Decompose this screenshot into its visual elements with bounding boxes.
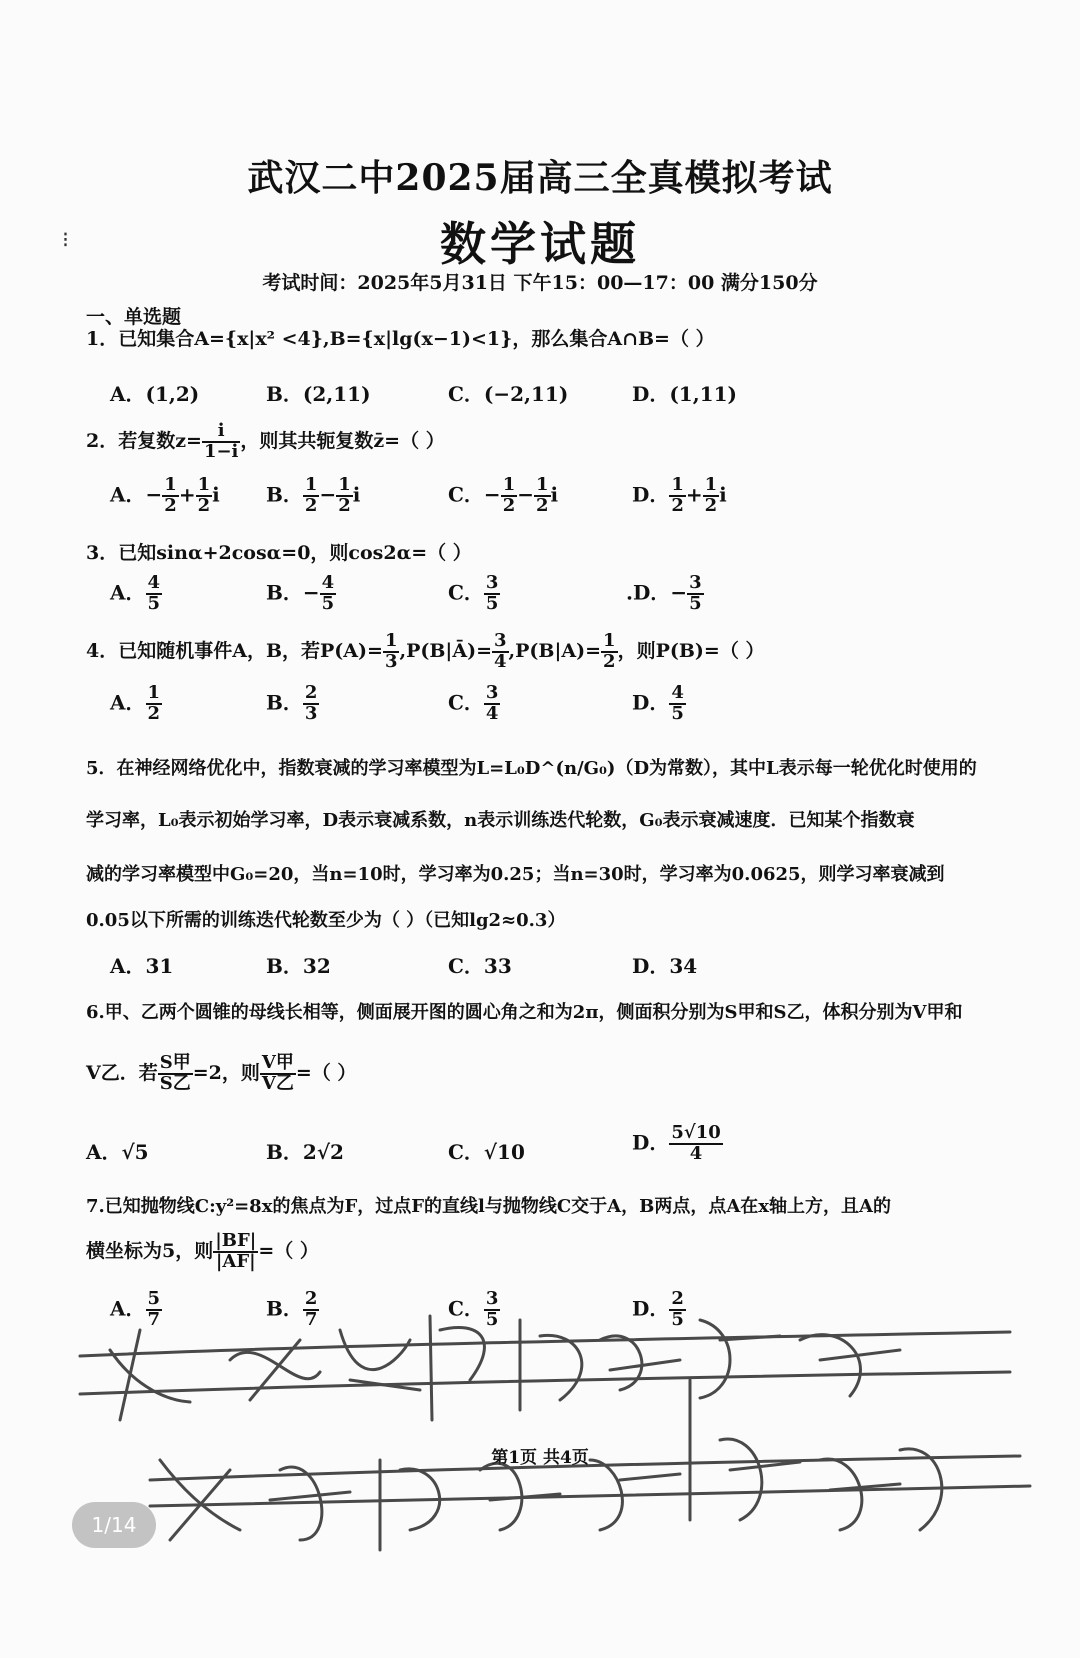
- question-1-stem: 1．已知集合A={x|x² <4},B={x|lg(x−1)<1}，那么集合A∩B=（ ）: [86, 328, 715, 350]
- denominator: 2: [147, 702, 161, 724]
- numerator: 3: [485, 1288, 499, 1309]
- numerator: 3: [494, 630, 507, 651]
- question-7-line-1: 7.已知抛物线C:y²=8x的焦点为F，过点F的直线l与抛物线C交于A，B两点，点A在x轴上方，且A的: [86, 1196, 892, 1217]
- exam-info: 考试时间：2025年5月31日 下午15：00—17：00 满分150分: [262, 272, 818, 294]
- stem-part: V乙．若: [86, 1061, 158, 1084]
- numerator: 4: [671, 682, 684, 703]
- denominator: 7: [304, 1308, 318, 1330]
- denominator: 5: [485, 1308, 499, 1330]
- option-operator: +: [685, 482, 703, 507]
- numerator: 1: [384, 630, 398, 651]
- denominator: 2: [338, 494, 351, 516]
- option-unit: i: [352, 482, 361, 507]
- option-label: C．: [448, 690, 484, 715]
- denominator: 2: [603, 650, 616, 672]
- stem-part: =（ ）: [258, 1239, 319, 1262]
- question-1-option-c: C．(−2,11): [448, 382, 569, 406]
- denominator: |AF|: [215, 1250, 256, 1272]
- option-sign: −: [483, 482, 501, 507]
- option-unit: i: [550, 482, 559, 507]
- numerator: 1: [147, 682, 161, 703]
- denominator: 5: [485, 592, 499, 614]
- denominator: 7: [147, 1308, 161, 1330]
- option-label: .D．: [626, 580, 671, 605]
- option-operator: −: [319, 482, 337, 507]
- stem-part: 4．已知随机事件A，B，若P(A)=: [86, 639, 383, 662]
- exam-title: 武汉二中2025届高三全真模拟考试: [247, 157, 833, 199]
- denominator: 5: [321, 592, 335, 614]
- option-label: D．: [632, 1130, 670, 1155]
- question-2-stem-post: ，则其共轭复数z̄=（ ）: [240, 429, 445, 452]
- numerator: |BF|: [215, 1230, 257, 1251]
- option-label: A．: [110, 690, 146, 715]
- numerator: 1: [603, 630, 616, 651]
- denominator: 4: [689, 1142, 703, 1164]
- denominator: 4: [494, 650, 507, 672]
- numerator: 3: [485, 682, 499, 703]
- question-3-stem: 3．已知sinα+2cosα=0，则cos2α=（ ）: [86, 542, 472, 564]
- numerator: 1: [704, 474, 718, 495]
- numerator: 1: [164, 474, 177, 495]
- question-6-line-1: 6.甲、乙两个圆锥的母线长相等，侧面展开图的圆心角之和为2π，侧面积分别为S甲和S乙，体积分别为V甲和: [86, 1002, 963, 1023]
- numerator: 1: [304, 474, 318, 495]
- denominator: 3: [304, 702, 318, 724]
- numerator: 1: [338, 474, 351, 495]
- stem-part: ,P(B|A)=: [508, 639, 602, 662]
- denominator: 1−i: [203, 440, 239, 462]
- option-label: C．: [448, 482, 484, 507]
- denominator: S乙: [159, 1072, 191, 1094]
- denominator: 3: [384, 650, 398, 672]
- option-label: B．: [266, 580, 303, 605]
- stem-part: =2，则: [192, 1061, 260, 1084]
- option-unit: i: [719, 482, 727, 507]
- question-5-line-2: 学习率，L₀表示初始学习率，D表示衰减系数，n表示训练迭代轮数，G₀表示衰减速度．已知某个指数衰: [86, 810, 915, 831]
- denominator: 2: [197, 494, 211, 516]
- question-2-stem-pre: 2．若复数z=: [86, 429, 202, 452]
- denominator: V乙: [261, 1072, 294, 1094]
- question-1-option-b: B．(2,11): [266, 382, 371, 406]
- numerator: i: [202, 422, 240, 443]
- question-1-option-a: A．(1,2): [110, 382, 200, 406]
- numerator: 5√10: [671, 1122, 721, 1143]
- stem-part: 横坐标为5，则: [86, 1239, 214, 1262]
- numerator: 2: [671, 1288, 684, 1309]
- option-label: C．: [448, 580, 484, 605]
- question-6-option-c: C．√10: [448, 1140, 525, 1164]
- numerator: 2: [304, 682, 318, 703]
- question-5-option-c: C．33: [448, 954, 512, 978]
- denominator: 5: [689, 592, 702, 614]
- numerator: 3: [485, 572, 499, 593]
- numerator: 1: [671, 474, 684, 495]
- section-title: 一、单选题: [86, 306, 182, 328]
- numerator: 1: [502, 474, 516, 495]
- option-label: A．: [110, 580, 146, 605]
- numerator: 4: [321, 572, 335, 593]
- option-label: B．: [266, 482, 303, 507]
- denominator: 2: [502, 494, 516, 516]
- option-label: D．: [632, 1296, 670, 1321]
- option-unit: i: [212, 482, 220, 507]
- question-5-option-b: B．32: [266, 954, 331, 978]
- denominator: 2: [535, 494, 549, 516]
- numerator: 4: [147, 572, 161, 593]
- option-sign: −: [670, 580, 688, 605]
- numerator: V甲: [261, 1052, 294, 1073]
- question-1-option-d: D．(1,11): [632, 382, 737, 406]
- numerator: 2: [304, 1288, 318, 1309]
- option-label: B．: [266, 1296, 303, 1321]
- question-5-line-4: 0.05以下所需的训练迭代轮数至少为（ ）（已知lg2≈0.3）: [86, 910, 566, 931]
- question-6-option-b: B．2√2: [266, 1140, 344, 1164]
- denominator: 2: [671, 494, 684, 516]
- numerator: 5: [147, 1288, 161, 1309]
- denominator: 4: [485, 702, 499, 724]
- option-operator: −: [517, 482, 534, 507]
- option-label: A．: [110, 1296, 146, 1321]
- option-label: A．: [110, 482, 146, 507]
- numerator: 1: [535, 474, 549, 495]
- denominator: 5: [147, 592, 161, 614]
- option-sign: −: [145, 482, 163, 507]
- option-label: D．: [632, 690, 670, 715]
- question-5-line-3: 减的学习率模型中G₀=20，当n=10时，学习率为0.25；当n=30时，学习率为0.0625，则学习率衰减到: [86, 864, 945, 885]
- page-indicator-badge[interactable]: 1/14: [72, 1502, 156, 1548]
- option-label: D．: [632, 482, 670, 507]
- question-6-option-a: A．√5: [86, 1140, 149, 1164]
- denominator: 2: [304, 494, 318, 516]
- denominator: 5: [671, 702, 684, 724]
- numerator: S甲: [159, 1052, 191, 1073]
- option-label: B．: [266, 690, 303, 715]
- stem-part: ，则P(B)=（ ）: [617, 639, 765, 662]
- denominator: 5: [671, 1308, 684, 1330]
- numerator: 1: [197, 474, 211, 495]
- stem-part: ,P(B|Ā)=: [399, 639, 492, 662]
- option-operator: +: [178, 482, 196, 507]
- question-5-option-d: D．34: [632, 954, 698, 978]
- numerator: 3: [689, 572, 702, 593]
- stem-part: =（ ）: [295, 1061, 357, 1084]
- option-sign: −: [302, 580, 320, 605]
- question-5-line-1: 5．在神经网络优化中，指数衰减的学习率模型为L=L₀D^(n/G₀)（D为常数），其中L表示每一轮优化时使用的: [86, 758, 977, 779]
- page-footer: 第1页 共4页: [491, 1448, 589, 1468]
- denominator: 2: [704, 494, 718, 516]
- margin-mark: ⁝: [62, 228, 69, 253]
- option-label: C．: [448, 1296, 484, 1321]
- denominator: 2: [164, 494, 177, 516]
- subject-title: 数学试题: [440, 217, 640, 271]
- question-5-option-a: A．31: [110, 954, 174, 978]
